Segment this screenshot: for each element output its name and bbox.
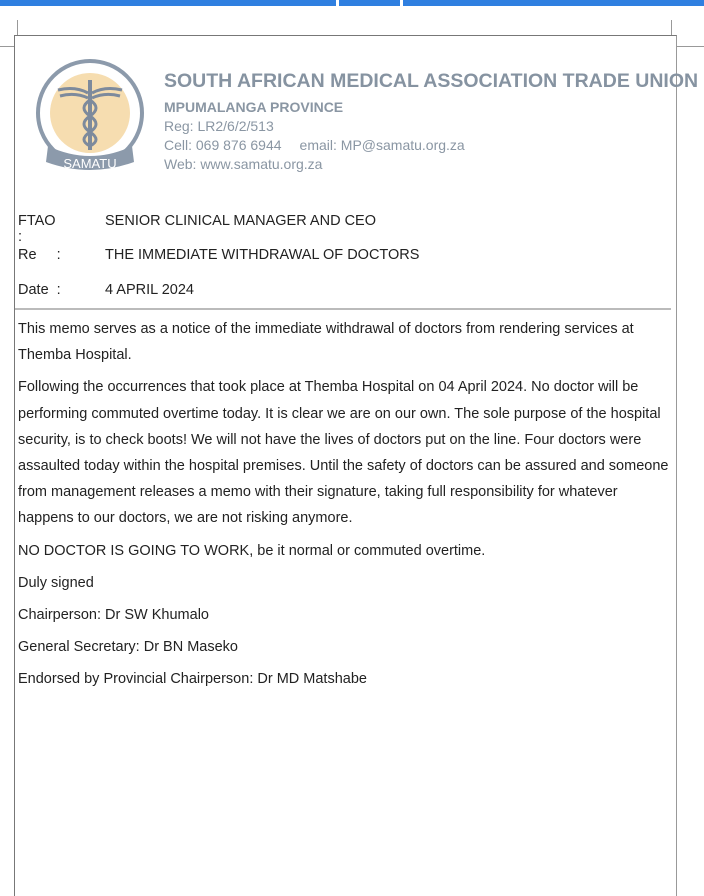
crop-mark bbox=[671, 20, 672, 35]
crop-mark bbox=[17, 20, 18, 35]
cell-number: Cell: 069 876 6944 bbox=[164, 137, 282, 153]
re-label: Re : bbox=[18, 247, 61, 263]
date-value: 4 APRIL 2024 bbox=[105, 282, 194, 298]
divider bbox=[15, 308, 671, 310]
paragraph: Duly signed bbox=[18, 574, 94, 591]
chairperson: Chairperson: Dr SW Khumalo bbox=[18, 607, 209, 624]
org-name: SOUTH AFRICAN MEDICAL ASSOCIATION TRADE UNION bbox=[164, 70, 699, 92]
samatu-logo bbox=[30, 58, 162, 176]
paragraph: Following the occurrences that took place at Themba Hospital on 04 April 2024. No doctor will be performing commuted overtime today. It is clear we are on our own. The sole purpose of the hospital security, is to check boots! We will not have the lives of doctors put on the line. Four doctors were assaulted today within the hospital premises. Until the safety of doctors can be assured and someone from management releases a memo with their signature, taking full responsibility for whatever happens to our doctors, we are not risking anymore. bbox=[18, 379, 669, 527]
ftao-label: FTAO : bbox=[18, 213, 56, 245]
date-label: Date : bbox=[18, 282, 61, 298]
paragraph: This memo serves as a notice of the immediate withdrawal of doctors from rendering services at Themba Hospital. bbox=[18, 321, 634, 364]
reg-number: Reg: LR2/6/2/513 bbox=[164, 118, 274, 134]
paragraph: NO DOCTOR IS GOING TO WORK, be it normal or commuted overtime. bbox=[18, 542, 486, 559]
general-secretary: General Secretary: Dr BN Maseko bbox=[18, 639, 238, 656]
endorsement: Endorsed by Provincial Chairperson: Dr MD Matshabe bbox=[18, 671, 367, 688]
letterhead bbox=[164, 70, 698, 172]
memo-body bbox=[18, 316, 670, 699]
ftao-value: SENIOR CLINICAL MANAGER AND CEO bbox=[105, 213, 376, 229]
website[interactable]: Web: www.samatu.org.za bbox=[164, 156, 323, 172]
crop-mark bbox=[676, 46, 704, 47]
svg-text:SAMATU: SAMATU bbox=[63, 156, 117, 171]
province: MPUMALANGA PROVINCE bbox=[164, 99, 344, 115]
crop-mark bbox=[0, 46, 14, 47]
top-toolbar-strip bbox=[0, 0, 704, 6]
re-value: THE IMMEDIATE WITHDRAWAL OF DOCTORS bbox=[105, 247, 420, 263]
email[interactable]: email: MP@samatu.org.za bbox=[299, 137, 465, 153]
